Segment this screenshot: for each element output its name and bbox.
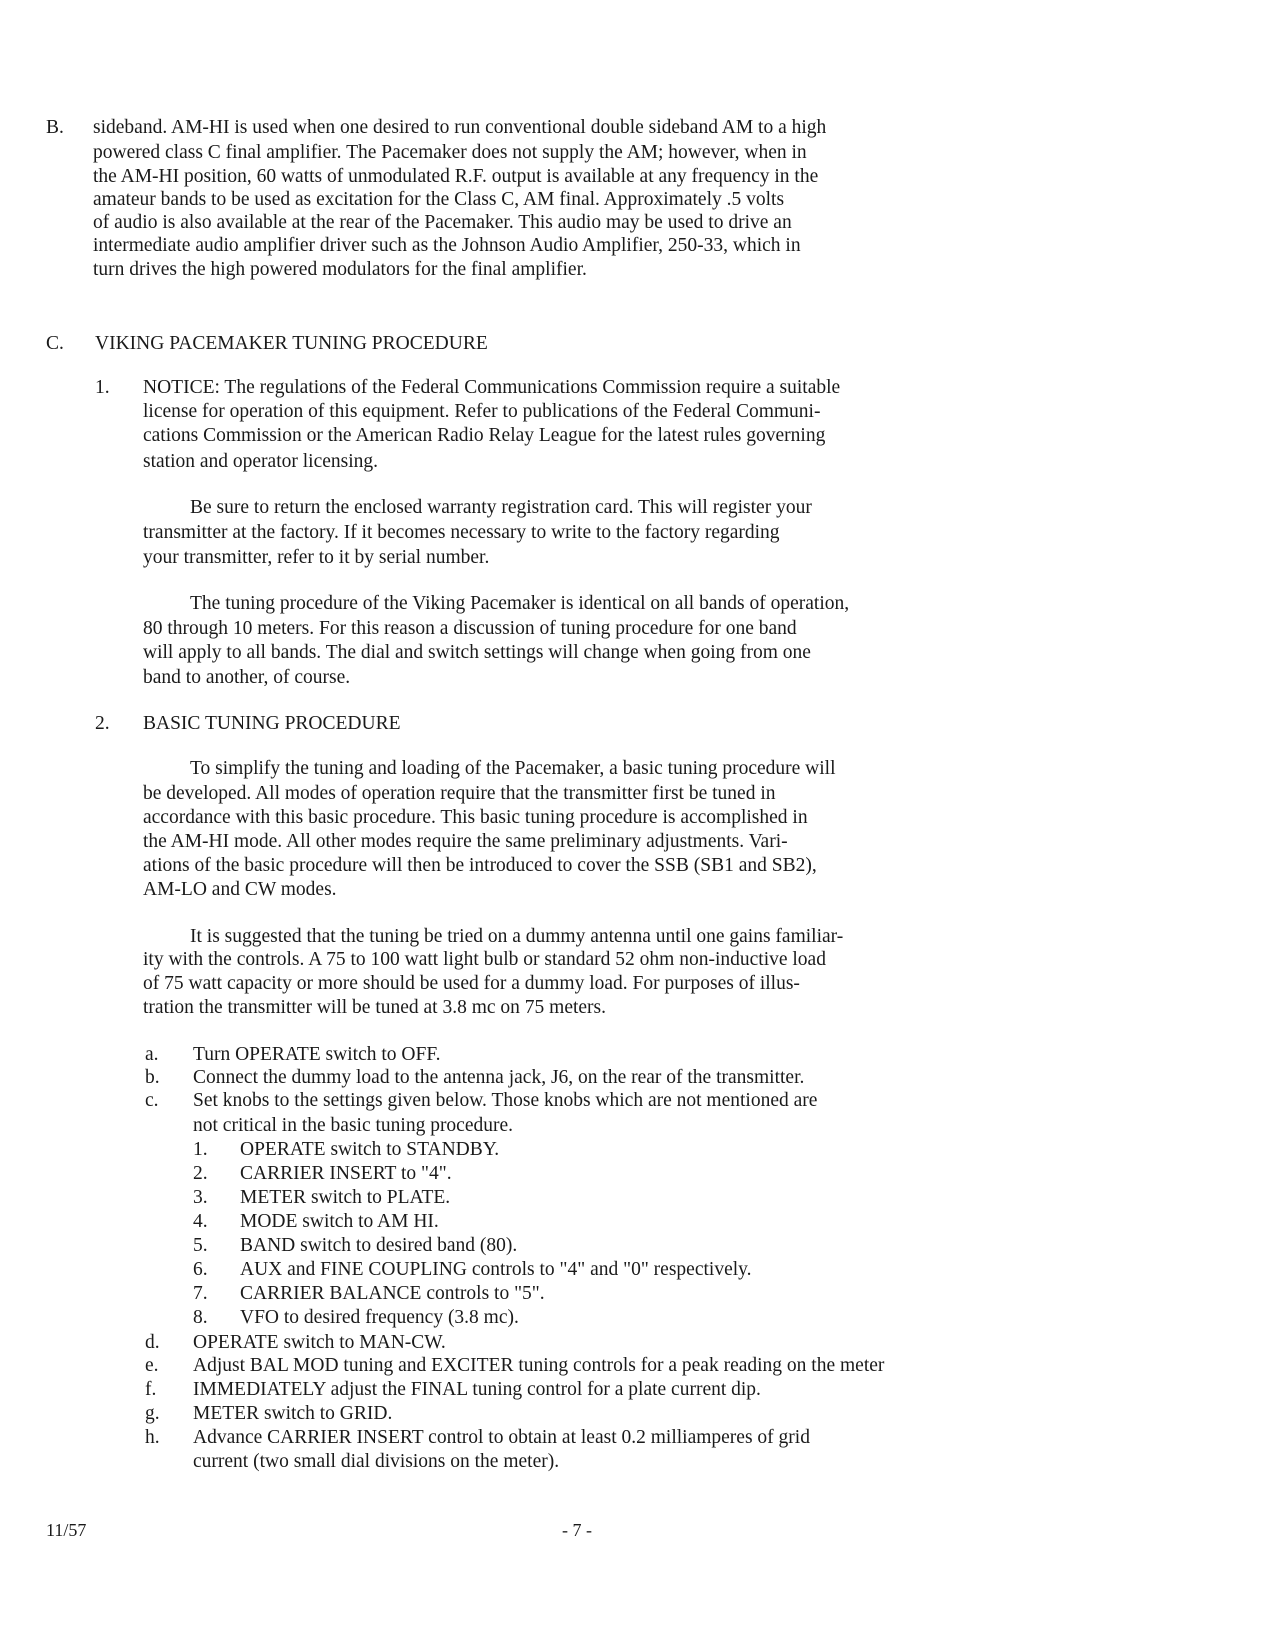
setting-text: OPERATE switch to STANDBY. (240, 1139, 500, 1160)
step-text: Connect the dummy load to the antenna jack, J6, on the rear of the transmitter. (193, 1067, 805, 1088)
text-line: 80 through 10 meters. For this reason a discussion of tuning procedure for one band (143, 618, 797, 639)
text-line: NOTICE: The regulations of the Federal Communications Commission require a suitable (143, 377, 841, 398)
step-label: e. (145, 1355, 159, 1376)
step-text: METER switch to GRID. (193, 1403, 393, 1424)
text-line: To simplify the tuning and loading of the Pacemaker, a basic tuning procedure will (190, 758, 836, 779)
step-text: not critical in the basic tuning procedure. (193, 1115, 514, 1136)
text-line: amateur bands to be used as excitation for the Class C, AM final. Approximately .5 volts (93, 189, 785, 210)
step-text: OPERATE switch to MAN-CW. (193, 1332, 446, 1353)
section-label: B. (46, 117, 64, 138)
setting-text: METER switch to PLATE. (240, 1187, 451, 1208)
section-heading: VIKING PACEMAKER TUNING PROCEDURE (95, 333, 488, 354)
item-label: 2. (95, 713, 110, 734)
setting-text: AUX and FINE COUPLING controls to "4" and "0" respectively. (240, 1259, 752, 1280)
setting-label: 3. (193, 1187, 208, 1208)
step-text: Advance CARRIER INSERT control to obtain at least 0.2 milliamperes of grid (193, 1427, 810, 1448)
setting-label: 7. (193, 1283, 208, 1304)
setting-label: 5. (193, 1235, 208, 1256)
item-label: 1. (95, 377, 110, 398)
step-label: f. (145, 1379, 157, 1400)
text-line: tration the transmitter will be tuned at 3.8 mc on 75 meters. (143, 997, 607, 1018)
text-line: cations Commission or the American Radio Relay League for the latest rules governing (143, 425, 826, 446)
setting-text: BAND switch to desired band (80). (240, 1235, 518, 1256)
setting-text: CARRIER INSERT to "4". (240, 1163, 452, 1184)
text-line: accordance with this basic procedure. This basic tuning procedure is accomplished in (143, 807, 808, 828)
step-text: Turn OPERATE switch to OFF. (193, 1044, 441, 1065)
step-text: Set knobs to the settings given below. Those knobs which are not mentioned are (193, 1090, 818, 1111)
text-line: intermediate audio amplifier driver such as the Johnson Audio Amplifier, 250-33, which in (93, 235, 801, 256)
section-label: C. (46, 333, 64, 354)
text-line: license for operation of this equipment. Refer to publications of the Federal Communi- (143, 401, 821, 422)
setting-label: 2. (193, 1163, 208, 1184)
setting-text: CARRIER BALANCE controls to "5". (240, 1283, 545, 1304)
text-line: of audio is also available at the rear of the Pacemaker. This audio may be used to drive an (93, 212, 792, 233)
text-line: of 75 watt capacity or more should be used for a dummy load. For purposes of illus- (143, 973, 800, 994)
text-line: ity with the controls. A 75 to 100 watt light bulb or standard 52 ohm non-inductive load (143, 949, 826, 970)
setting-text: VFO to desired frequency (3.8 mc). (240, 1307, 519, 1328)
setting-label: 4. (193, 1211, 208, 1232)
text-line: band to another, of course. (143, 667, 351, 688)
step-label: h. (145, 1427, 160, 1448)
text-line: be developed. All modes of operation require that the transmitter first be tuned in (143, 783, 776, 804)
step-label: g. (145, 1403, 160, 1424)
text-line: sideband. AM-HI is used when one desired to run conventional double sideband AM to a high (93, 117, 827, 138)
text-line: Be sure to return the enclosed warranty registration card. This will register your (190, 497, 812, 518)
footer-date: 11/57 (46, 1520, 87, 1540)
text-line: ations of the basic procedure will then be introduced to cover the SSB (SB1 and SB2), (143, 855, 817, 876)
setting-text: MODE switch to AM HI. (240, 1211, 439, 1232)
step-text: IMMEDIATELY adjust the FINAL tuning control for a plate current dip. (193, 1379, 761, 1400)
text-line: will apply to all bands. The dial and switch settings will change when going from one (143, 642, 811, 663)
text-line: powered class C final amplifier. The Pacemaker does not supply the AM; however, when in (93, 142, 807, 163)
step-text: Adjust BAL MOD tuning and EXCITER tuning controls for a peak reading on the meter (193, 1355, 885, 1376)
setting-label: 6. (193, 1259, 208, 1280)
text-line: It is suggested that the tuning be tried on a dummy antenna until one gains familiar- (190, 926, 844, 947)
text-line: station and operator licensing. (143, 451, 379, 472)
subsection-heading: BASIC TUNING PROCEDURE (143, 713, 401, 734)
step-label: d. (145, 1332, 160, 1353)
setting-label: 1. (193, 1139, 208, 1160)
text-line: the AM-HI mode. All other modes require the same preliminary adjustments. Vari- (143, 831, 788, 852)
text-line: turn drives the high powered modulators for the final amplifier. (93, 259, 587, 280)
step-label: a. (145, 1044, 159, 1065)
text-line: transmitter at the factory. If it becomes necessary to write to the factory regarding (143, 522, 780, 543)
text-line: The tuning procedure of the Viking Pacemaker is identical on all bands of operation, (190, 593, 850, 614)
step-label: c. (145, 1090, 159, 1111)
page-number: - 7 - (562, 1520, 592, 1540)
step-text: current (two small dial divisions on the meter). (193, 1451, 560, 1472)
text-line: the AM-HI position, 60 watts of unmodulated R.F. output is available at any frequency in the (93, 166, 819, 187)
text-line: AM-LO and CW modes. (143, 879, 337, 900)
setting-label: 8. (193, 1307, 208, 1328)
text-line: your transmitter, refer to it by serial number. (143, 547, 490, 568)
step-label: b. (145, 1067, 160, 1088)
